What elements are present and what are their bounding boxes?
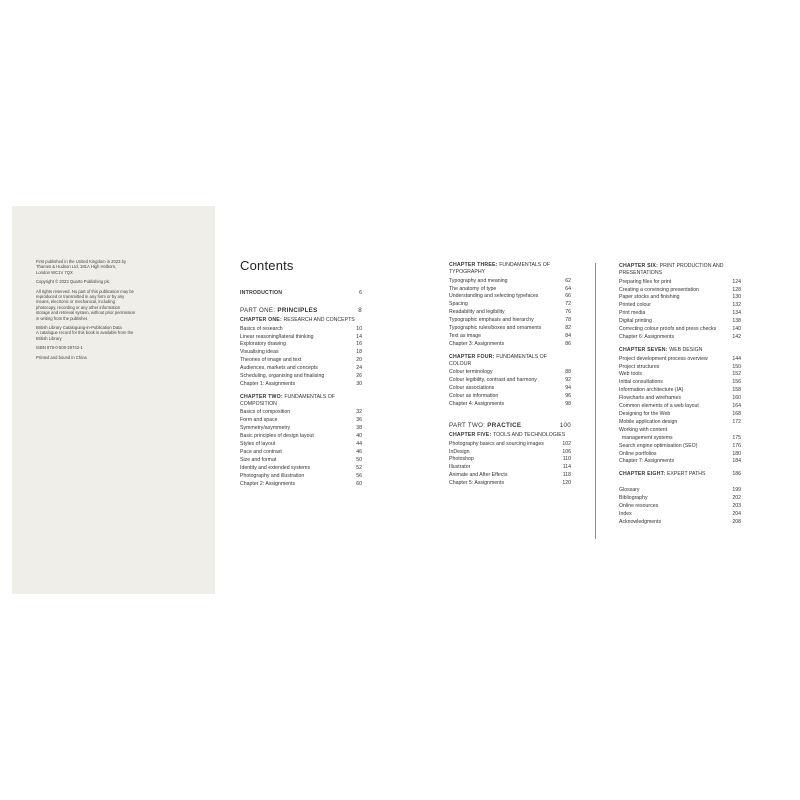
toc-entry-title: Chapter 5: Assignments xyxy=(449,480,505,487)
chapter-four-name: FUNDAMENTALS OF COLOUR xyxy=(449,353,547,367)
toc-entry xyxy=(240,349,362,357)
toc-entry-page: 40 xyxy=(356,433,362,440)
toc-entry-title: Project structures xyxy=(619,363,660,370)
part-two-heading xyxy=(449,421,571,430)
toc-entry xyxy=(449,456,571,464)
toc-entry xyxy=(449,441,571,449)
chapter-eight-prefix: CHAPTER EIGHT: xyxy=(619,471,667,478)
toc-entry-page: 203 xyxy=(732,502,741,509)
toc-entry-page: 62 xyxy=(565,277,571,284)
toc-entry xyxy=(240,473,362,481)
toc-entry xyxy=(449,385,571,393)
chapter-three-name: FUNDAMENTALS OF TYPOGRAPHY xyxy=(449,262,550,275)
toc-entry-page: 160 xyxy=(732,395,741,402)
toc-entry-page: 20 xyxy=(356,357,362,364)
introduction-label: INTRODUCTION xyxy=(240,290,283,296)
toc-entry xyxy=(240,341,362,349)
toc-entry-title: Linear reasoning/lateral thinking xyxy=(240,333,314,340)
toc-entry-page: 18 xyxy=(356,349,362,356)
toc-entry xyxy=(619,387,741,395)
chapter-one-name: RESEARCH AND CONCEPTS xyxy=(283,316,355,323)
toc-entry-title: Theories of image and text xyxy=(240,357,302,364)
toc-entry-page: 92 xyxy=(565,377,571,384)
toc-entry-page: 176 xyxy=(732,442,741,449)
toc-entry-page: 38 xyxy=(356,425,362,432)
toc-entry-page: 114 xyxy=(562,464,571,471)
toc-entry-page: 14 xyxy=(356,333,362,340)
toc-entry xyxy=(449,377,571,385)
toc-entry xyxy=(240,417,362,425)
chapter-seven-list xyxy=(619,356,741,467)
toc-entry-page: 26 xyxy=(356,373,362,380)
toc-entry-title: Chapter 4: Assignments xyxy=(449,400,505,407)
toc-entry xyxy=(619,379,741,387)
toc-entry xyxy=(240,365,362,373)
toc-entry xyxy=(449,309,571,317)
toc-entry-title: Chapter 2: Assignments xyxy=(240,480,296,487)
toc-entry-title: Identity and extended systems xyxy=(240,464,311,471)
part-two-page: 100 xyxy=(559,421,571,429)
toc-entry-title: Web tools xyxy=(619,371,642,378)
toc-entry-page: 16 xyxy=(356,341,362,348)
toc-entry-page: 82 xyxy=(565,325,571,332)
toc-entry xyxy=(619,419,741,427)
toc-entry xyxy=(449,393,571,401)
toc-entry-title: Photography and illustration xyxy=(240,472,305,479)
chapter-seven-prefix: CHAPTER SEVEN: xyxy=(619,346,670,353)
toc-entry xyxy=(619,511,741,519)
toc-entry-title: management systems xyxy=(619,434,673,441)
column-divider xyxy=(595,263,596,539)
toc-entry xyxy=(619,395,741,403)
toc-entry-page: 204 xyxy=(732,510,741,517)
toc-entry-title: Designing for the Web xyxy=(619,410,671,417)
toc-entry xyxy=(449,278,571,286)
toc-entry-page: 118 xyxy=(562,472,571,479)
imprint-copyright: Copyright © 2023 Quarto Publishing plc xyxy=(36,279,110,285)
toc-entry-title: Project development process overview xyxy=(619,355,708,362)
toc-entry xyxy=(619,435,741,443)
toc-entry-title: Scheduling, organising and finalising xyxy=(240,373,325,380)
backmatter-list xyxy=(619,487,741,527)
part-one-page: 8 xyxy=(358,306,362,314)
part-two-name: PRACTICE xyxy=(487,421,522,429)
toc-entry xyxy=(240,449,362,457)
toc-entry xyxy=(619,451,741,459)
toc-entry xyxy=(619,287,741,295)
toc-entry-title: Print media xyxy=(619,310,646,317)
toc-entry xyxy=(449,472,571,480)
chapter-seven-name: WEB DESIGN xyxy=(669,346,703,353)
toc-entry xyxy=(619,302,741,310)
toc-entry-page: 84 xyxy=(565,332,571,339)
toc-entry-page: 128 xyxy=(732,286,741,293)
toc-entry-title: Typographic emphasis and hierarchy xyxy=(449,317,534,324)
toc-entry-page: 140 xyxy=(732,326,741,333)
toc-entry xyxy=(240,433,362,441)
chapter-six-heading xyxy=(619,263,741,277)
chapter-five-prefix: CHAPTER FIVE: xyxy=(449,431,494,438)
toc-entry xyxy=(449,317,571,325)
chapter-two-name: FUNDAMENTALS OF COMPOSITION xyxy=(240,393,336,407)
chapter-one-list xyxy=(240,326,362,389)
toc-entry-page: 172 xyxy=(732,418,741,425)
imprint-isbn: ISBN 978-0-500-29742-1 xyxy=(36,345,83,351)
toc-entry xyxy=(619,487,741,495)
toc-entry-title: Bibliography xyxy=(619,495,648,502)
toc-entry-page: 50 xyxy=(356,456,362,463)
toc-entry-title: Initial consultations xyxy=(619,379,663,386)
toc-entry xyxy=(619,443,741,451)
part-one-name: PRINCIPLES xyxy=(277,306,318,314)
toc-entry-title: Correcting colour proofs and press checks xyxy=(619,326,717,333)
toc-entry-page: 94 xyxy=(565,385,571,392)
toc-entry xyxy=(240,481,362,489)
toc-entry-page: 32 xyxy=(356,409,362,416)
toc-entry-title: Visualising ideas xyxy=(240,349,279,356)
chapter-eight-name: EXPERT PATHS xyxy=(666,471,706,478)
toc-entry xyxy=(619,427,741,435)
toc-entry xyxy=(619,403,741,411)
toc-entry-title: Typographic rules/boxes and ornaments xyxy=(449,325,542,332)
toc-entry xyxy=(240,409,362,417)
toc-entry xyxy=(449,341,571,349)
toc-entry xyxy=(449,301,571,309)
chapter-six-list xyxy=(619,279,741,342)
imprint-printed: Printed and bound in China xyxy=(36,354,87,360)
introduction-page: 6 xyxy=(359,290,362,296)
toc-entry-page: 72 xyxy=(565,301,571,308)
toc-entry-title: Form and space xyxy=(240,417,278,424)
chapter-three-prefix: CHAPTER THREE: xyxy=(449,262,500,268)
toc-entry-page: 10 xyxy=(356,325,362,332)
toc-column-2 xyxy=(449,262,571,488)
chapter-five-name: TOOLS AND TECHNOLOGIES xyxy=(493,431,566,438)
toc-column-3 xyxy=(619,263,741,527)
toc-entry xyxy=(619,503,741,511)
chapter-four-list xyxy=(449,369,571,409)
toc-entry-page: 106 xyxy=(562,448,571,455)
toc-entry xyxy=(240,334,362,342)
part-two-prefix: PART TWO: xyxy=(449,421,488,429)
chapter-three-heading xyxy=(449,262,571,276)
toc-entry-page: 158 xyxy=(732,387,741,394)
toc-entry xyxy=(449,286,571,294)
part-one-heading xyxy=(240,306,362,315)
imprint-cataloguing: British Library Cataloguing-in-Publication Data A catalogue record for this book is available from the British Library xyxy=(36,325,134,341)
toc-entry-title: Digital printing xyxy=(619,318,652,325)
toc-entry-page: 66 xyxy=(565,293,571,300)
toc-entry-page: 60 xyxy=(356,480,362,487)
toc-entry-title: Illustrator xyxy=(449,464,471,471)
toc-entry-title: Basic principles of design layout xyxy=(240,433,314,440)
chapter-eight-heading xyxy=(619,471,741,478)
toc-entry-title: InDesign xyxy=(449,448,470,455)
toc-entry-page: 156 xyxy=(732,379,741,386)
toc-entry-title: Chapter 3: Assignments xyxy=(449,340,505,347)
toc-entry-title: Search engine optimisation (SEO) xyxy=(619,442,698,449)
toc-entry-title: Animate and After Effects xyxy=(449,472,508,479)
toc-entry-title: Working with content xyxy=(619,426,668,433)
toc-entry-page: 36 xyxy=(356,417,362,424)
toc-entry xyxy=(619,519,741,527)
chapter-one-prefix: CHAPTER ONE: xyxy=(240,316,284,323)
toc-entry-page: 56 xyxy=(356,472,362,479)
toc-entry xyxy=(240,326,362,334)
toc-entry-page: 78 xyxy=(565,317,571,324)
chapter-two-list xyxy=(240,409,362,488)
toc-entry-title: Basics of research xyxy=(240,325,283,332)
toc-entry xyxy=(449,333,571,341)
toc-entry xyxy=(240,457,362,465)
toc-entry-title: Online resources xyxy=(619,502,659,509)
toc-entry-title: Chapter 7: Assignments xyxy=(619,458,675,465)
toc-entry-title: Photography basics and sourcing images xyxy=(449,440,544,447)
part-one-prefix: PART ONE: xyxy=(240,306,278,314)
toc-entry-title: Styles of layout xyxy=(240,441,276,448)
toc-entry-title: Chapter 1: Assignments xyxy=(240,380,296,387)
toc-entry-page: 202 xyxy=(732,495,741,502)
toc-entry-page: 30 xyxy=(356,380,362,387)
toc-entry-title: Readability and legibility xyxy=(449,309,505,316)
toc-entry-page: 144 xyxy=(732,355,741,362)
toc-entry-title: Colour terminology xyxy=(449,369,493,376)
chapter-eight-page: 186 xyxy=(732,471,741,478)
toc-entry-page: 46 xyxy=(356,448,362,455)
imprint-rights: All rights reserved. No part of this publication may be reproduced or transmitted in any form or by any means, electronic or mechanical, including photocopy, recording or any other information storage and retrieval system, without prior permission in writing from the publisher. xyxy=(36,288,136,321)
toc-entry-title: Index xyxy=(619,510,632,517)
toc-entry-title: Online portfolios xyxy=(619,450,657,457)
toc-entry xyxy=(449,369,571,377)
toc-entry-page: 199 xyxy=(732,487,741,494)
toc-entry-title: Colour legibility, contrast and harmony xyxy=(449,377,537,384)
toc-entry xyxy=(449,464,571,472)
toc-entry xyxy=(619,334,741,342)
toc-entry-title: Pace and contrast xyxy=(240,448,282,455)
contents-title: Contents xyxy=(240,258,294,273)
toc-entry-title: The anatomy of type xyxy=(449,285,497,292)
toc-entry-title: Exploratory drawing xyxy=(240,341,286,348)
chapter-six-name: PRINT PRODUCTION AND PRESENTATIONS xyxy=(619,263,724,276)
toc-entry xyxy=(449,325,571,333)
toc-entry-title: Photoshop xyxy=(449,456,474,463)
toc-entry xyxy=(240,465,362,473)
toc-entry-page: 134 xyxy=(732,310,741,317)
toc-entry-title: Mobile application design xyxy=(619,418,678,425)
toc-entry xyxy=(619,495,741,503)
toc-entry-title: Symmetry/asymmetry xyxy=(240,425,291,432)
chapter-one-heading xyxy=(240,317,362,324)
toc-entry xyxy=(619,279,741,287)
chapter-three-list xyxy=(449,278,571,349)
toc-entry-page: 86 xyxy=(565,340,571,347)
toc-entry-page: 124 xyxy=(732,278,741,285)
toc-entry-page: 180 xyxy=(732,450,741,457)
toc-entry-page: 76 xyxy=(565,309,571,316)
chapter-six-prefix: CHAPTER SIX: xyxy=(619,263,660,269)
toc-entry-page: 110 xyxy=(562,456,571,463)
toc-entry xyxy=(449,480,571,488)
toc-entry-page: 88 xyxy=(565,369,571,376)
chapter-four-heading xyxy=(449,354,571,368)
toc-entry-title: Typography and meaning xyxy=(449,277,508,284)
toc-entry-page: 98 xyxy=(565,400,571,407)
toc-entry-title: Colour as information xyxy=(449,393,499,400)
imprint-publisher: First published in the United Kingdom in 2023 by Thames & Hudson Ltd, 181A High Holborn, London WC1V 7QX xyxy=(36,259,127,275)
toc-entry-title: Text as image xyxy=(449,332,482,339)
toc-entry-page: 152 xyxy=(732,371,741,378)
toc-entry xyxy=(619,326,741,334)
chapter-seven-heading xyxy=(619,347,741,354)
toc-entry-title: Audiences, markets and concepts xyxy=(240,365,318,372)
toc-entry-page: 102 xyxy=(562,440,571,447)
toc-entry-title: Printed colour xyxy=(619,302,652,309)
toc-entry xyxy=(619,458,741,466)
toc-entry xyxy=(449,401,571,409)
toc-entry-page: 52 xyxy=(356,464,362,471)
toc-entry-title: Creating a convincing presentation xyxy=(619,286,699,293)
toc-entry-title: Spacing xyxy=(449,301,468,308)
toc-entry-title: Paper stocks and finishing xyxy=(619,294,680,301)
toc-entry xyxy=(449,293,571,301)
toc-entry-page: 132 xyxy=(732,302,741,309)
toc-entry xyxy=(619,318,741,326)
toc-entry xyxy=(619,294,741,302)
toc-entry-page: 64 xyxy=(565,285,571,292)
toc-entry-title: Size and format xyxy=(240,456,277,463)
toc-entry-page: 44 xyxy=(356,441,362,448)
toc-entry-page: 175 xyxy=(732,434,741,441)
toc-entry-title: Information architecture (IA) xyxy=(619,387,684,394)
chapter-two-prefix: CHAPTER TWO: xyxy=(240,393,285,400)
toc-entry-page: 96 xyxy=(565,393,571,400)
toc-entry xyxy=(240,357,362,365)
toc-entry-page: 138 xyxy=(732,318,741,325)
toc-entry-title: Preparing files for print xyxy=(619,278,672,285)
toc-column-1 xyxy=(240,290,362,489)
toc-entry xyxy=(449,449,571,457)
toc-entry-page: 120 xyxy=(562,480,571,487)
chapter-two-heading xyxy=(240,394,362,408)
toc-entry-page: 150 xyxy=(732,363,741,370)
toc-entry-page: 164 xyxy=(732,403,741,410)
toc-introduction xyxy=(240,290,362,297)
chapter-five-heading xyxy=(449,432,571,439)
toc-entry-title: Flowcharts and wireframes xyxy=(619,395,681,402)
chapter-five-list xyxy=(449,441,571,488)
toc-entry xyxy=(240,373,362,381)
toc-entry-page: 184 xyxy=(732,458,741,465)
toc-entry-page: 130 xyxy=(732,294,741,301)
toc-entry-title: Acknowledgments xyxy=(619,518,662,525)
toc-entry xyxy=(240,381,362,389)
toc-entry-title: Glossary xyxy=(619,487,640,494)
chapter-four-prefix: CHAPTER FOUR: xyxy=(449,353,497,360)
toc-entry-title: Colour associations xyxy=(449,385,495,392)
toc-entry-page: 208 xyxy=(732,518,741,525)
imprint-block xyxy=(36,259,160,364)
toc-entry xyxy=(619,356,741,364)
toc-entry xyxy=(240,425,362,433)
toc-entry xyxy=(619,310,741,318)
toc-entry xyxy=(619,364,741,372)
toc-entry-page: 24 xyxy=(356,365,362,372)
toc-entry-title: Common elements of a web layout xyxy=(619,403,699,410)
toc-entry-page: 168 xyxy=(732,410,741,417)
toc-entry-title: Basics of composition xyxy=(240,409,291,416)
toc-entry-page: 142 xyxy=(732,333,741,340)
toc-entry-title: Chapter 6: Assignments xyxy=(619,333,675,340)
toc-entry xyxy=(619,371,741,379)
toc-entry-title: Understanding and selecting typefaces xyxy=(449,293,539,300)
toc-entry xyxy=(619,411,741,419)
toc-entry xyxy=(240,441,362,449)
